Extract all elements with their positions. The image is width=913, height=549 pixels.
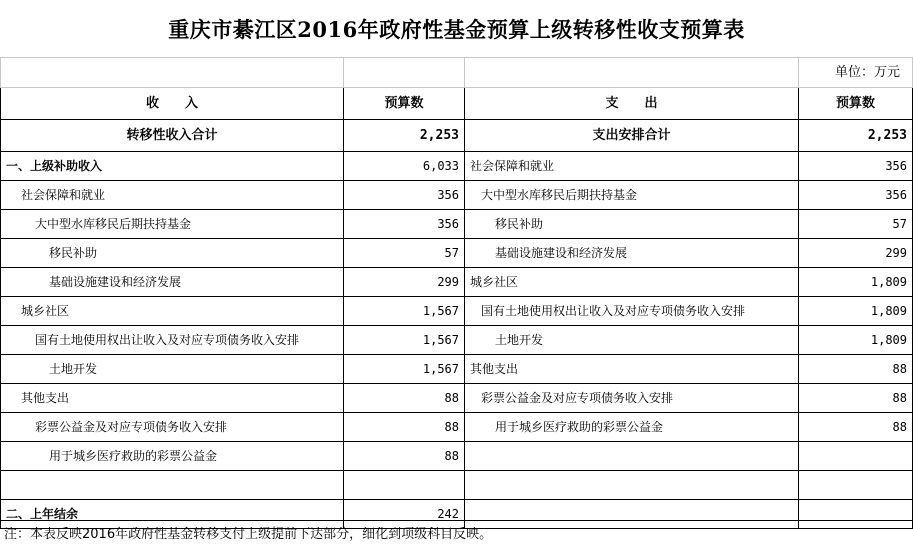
income-value[interactable]: 1,567 (344, 297, 465, 326)
expense-budget-header[interactable]: 预算数 (799, 88, 913, 120)
expense-value[interactable]: 1,809 (799, 297, 913, 326)
cell[interactable] (344, 58, 465, 88)
table-row (1, 297, 913, 326)
income-item[interactable]: 大中型水库移民后期扶持基金 (1, 210, 344, 239)
income-value[interactable]: 57 (344, 239, 465, 268)
expense-item[interactable]: 社会保障和就业 (465, 152, 799, 181)
expense-value[interactable]: 88 (799, 384, 913, 413)
table-row (1, 210, 913, 239)
table-row (1, 442, 913, 471)
table-row (1, 471, 913, 500)
income-item[interactable]: 移民补助 (1, 239, 344, 268)
expense-item[interactable] (465, 442, 799, 471)
income-value[interactable]: 299 (344, 268, 465, 297)
income-item[interactable] (1, 471, 344, 500)
income-item[interactable]: 其他支出 (1, 384, 344, 413)
income-value[interactable]: 6,033 (344, 152, 465, 181)
expense-value[interactable]: 356 (799, 181, 913, 210)
table-row (1, 268, 913, 297)
income-item[interactable]: 社会保障和就业 (1, 181, 344, 210)
income-value[interactable]: 1,567 (344, 326, 465, 355)
expense-value[interactable]: 57 (799, 210, 913, 239)
income-value[interactable]: 242 (344, 500, 465, 529)
income-item[interactable]: 彩票公益金及对应专项债务收入安排 (1, 413, 344, 442)
income-budget-header[interactable]: 预算数 (344, 88, 465, 120)
expense-total-value[interactable]: 2,253 (799, 120, 913, 152)
expense-value[interactable]: 88 (799, 355, 913, 384)
table-row (1, 413, 913, 442)
income-item[interactable]: 国有土地使用权出让收入及对应专项债务收入安排 (1, 326, 344, 355)
income-value[interactable]: 1,567 (344, 355, 465, 384)
table-row (1, 326, 913, 355)
income-item[interactable]: 一、上级补助收入 (1, 152, 344, 181)
unit-label[interactable]: 单位：万元 (799, 58, 913, 88)
table-row (1, 239, 913, 268)
income-value[interactable]: 356 (344, 181, 465, 210)
expense-value[interactable]: 1,809 (799, 326, 913, 355)
expense-value[interactable]: 299 (799, 239, 913, 268)
expense-item[interactable]: 彩票公益金及对应专项债务收入安排 (465, 384, 799, 413)
income-item[interactable]: 城乡社区 (1, 297, 344, 326)
table-row (1, 355, 913, 384)
expense-value[interactable]: 88 (799, 413, 913, 442)
income-item[interactable]: 二、上年结余 (1, 500, 344, 529)
income-item[interactable]: 基础设施建设和经济发展 (1, 268, 344, 297)
footnote: 注：本表反映2016年政府性基金转移支付上级提前下达部分，细化到项级科目反映。 (0, 520, 913, 549)
expense-item[interactable]: 基础设施建设和经济发展 (465, 239, 799, 268)
expense-item[interactable] (465, 471, 799, 500)
expense-item[interactable]: 用于城乡医疗救助的彩票公益金 (465, 413, 799, 442)
expense-item[interactable]: 城乡社区 (465, 268, 799, 297)
income-value[interactable]: 356 (344, 210, 465, 239)
income-value[interactable]: 88 (344, 442, 465, 471)
expense-item[interactable]: 其他支出 (465, 355, 799, 384)
page-title: 重庆市綦江区2016年政府性基金预算上级转移性收支预算表 (168, 16, 745, 42)
unit-row (1, 58, 913, 88)
expense-header[interactable]: 支 出 (465, 88, 799, 120)
income-item[interactable]: 用于城乡医疗救助的彩票公益金 (1, 442, 344, 471)
income-header[interactable]: 收 入 (1, 88, 344, 120)
cell[interactable] (1, 58, 344, 88)
header-row (1, 88, 913, 120)
income-value[interactable]: 88 (344, 384, 465, 413)
income-value[interactable] (344, 471, 465, 500)
expense-item[interactable]: 大中型水库移民后期扶持基金 (465, 181, 799, 210)
total-row (1, 120, 913, 152)
income-item[interactable]: 土地开发 (1, 355, 344, 384)
expense-value[interactable] (799, 471, 913, 500)
expense-value[interactable]: 1,809 (799, 268, 913, 297)
budget-table (0, 57, 913, 529)
income-total-value[interactable]: 2,253 (344, 120, 465, 152)
expense-item[interactable]: 移民补助 (465, 210, 799, 239)
table-row (1, 384, 913, 413)
income-value[interactable]: 88 (344, 413, 465, 442)
expense-item[interactable]: 土地开发 (465, 326, 799, 355)
expense-value[interactable] (799, 442, 913, 471)
expense-item[interactable]: 国有土地使用权出让收入及对应专项债务收入安排 (465, 297, 799, 326)
income-total-label[interactable]: 转移性收入合计 (1, 120, 344, 152)
table-row (1, 181, 913, 210)
expense-value[interactable]: 356 (799, 152, 913, 181)
cell[interactable] (465, 58, 799, 88)
table-row (1, 152, 913, 181)
expense-total-label[interactable]: 支出安排合计 (465, 120, 799, 152)
